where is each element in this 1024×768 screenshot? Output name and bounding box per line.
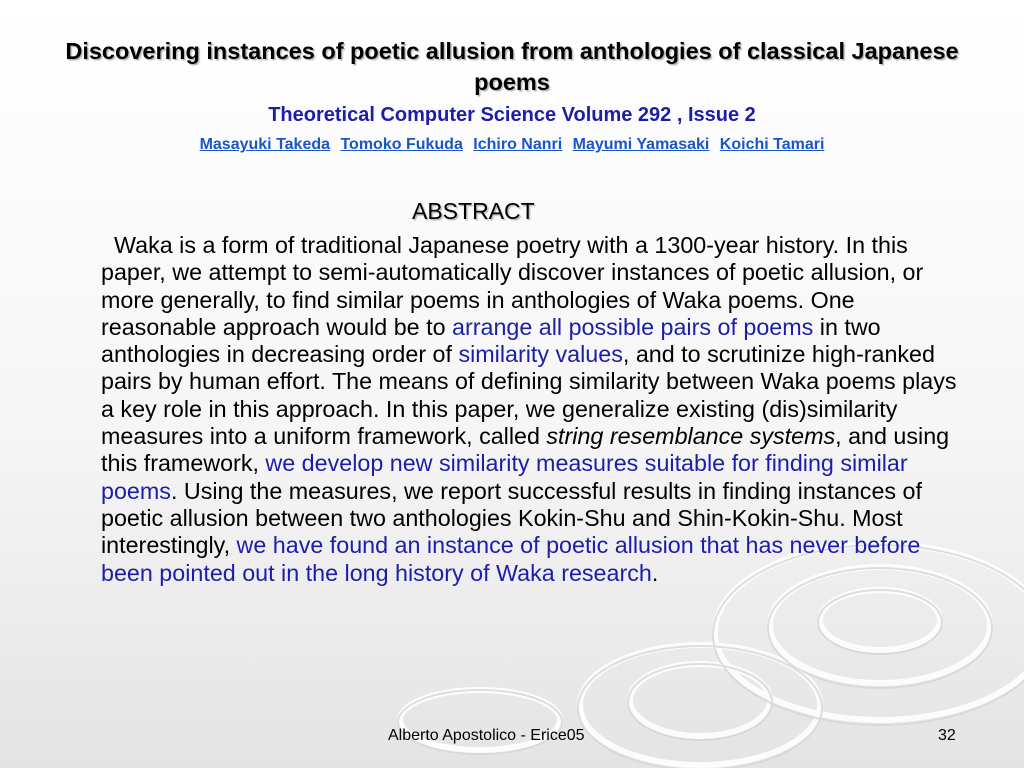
author-link-tamari[interactable]: Koichi Tamari bbox=[719, 136, 825, 153]
abstract-highlight: similarity values bbox=[458, 341, 623, 368]
abstract-highlight: we have found an instance of poetic allusion that has never before been pointed out in the long history of Waka research bbox=[101, 532, 921, 586]
journal-citation: Theoretical Computer Science Volume 292 , Issue 2 bbox=[268, 104, 756, 126]
author-link-nanri[interactable]: Ichiro Nanri bbox=[473, 136, 563, 153]
slide-title: Discovering instances of poetic allusion from anthologies of classical Japanese poems bbox=[65, 38, 959, 95]
author-link-yamasaki[interactable]: Mayumi Yamasaki bbox=[572, 136, 710, 153]
abstract-text: Waka is a form of traditional Japanese poetry with a 1300-year history. In this paper, we attempt to semi-automatically discover instances of poetic allusion, or more generally, to find similar poems in anthologies of Waka poems. One reasonable approach would be to bbox=[101, 232, 924, 340]
author-link-takeda[interactable]: Masayuki Takeda bbox=[199, 136, 331, 153]
abstract-text: in two anthologies in decreasing order of bbox=[101, 313, 881, 368]
abstract-text: , and to scrutinize high-ranked pairs by human effort. The means of defining similarity between Waka poems plays a key role in this approach. In this paper, we generalize existing (dis)similarity measures into a uniform framework, called bbox=[101, 341, 957, 450]
abstract-italic: string resemblance systems bbox=[546, 423, 836, 450]
abstract-heading: ABSTRACT bbox=[412, 198, 535, 224]
abstract-text: . Using the measures, we report successful results in finding instances of poetic allusion between two anthologies Kokin-Shu and Shin-Kokin-Shu. Most interestingly, bbox=[101, 477, 922, 559]
abstract-highlight: we develop new similarity measures suitable for finding similar poems bbox=[101, 450, 908, 504]
abstract-text: . bbox=[651, 559, 659, 586]
footer-presenter: Alberto Apostolico - Erice05 bbox=[388, 727, 585, 744]
author-link-fukuda[interactable]: Tomoko Fukuda bbox=[340, 136, 463, 153]
author-links bbox=[30, 134, 994, 156]
abstract-body bbox=[101, 232, 971, 587]
abstract-text: , and using this framework, bbox=[101, 423, 950, 477]
footer-page-number: 32 bbox=[938, 727, 956, 744]
abstract-highlight: arrange all possible pairs of poems bbox=[452, 313, 814, 340]
